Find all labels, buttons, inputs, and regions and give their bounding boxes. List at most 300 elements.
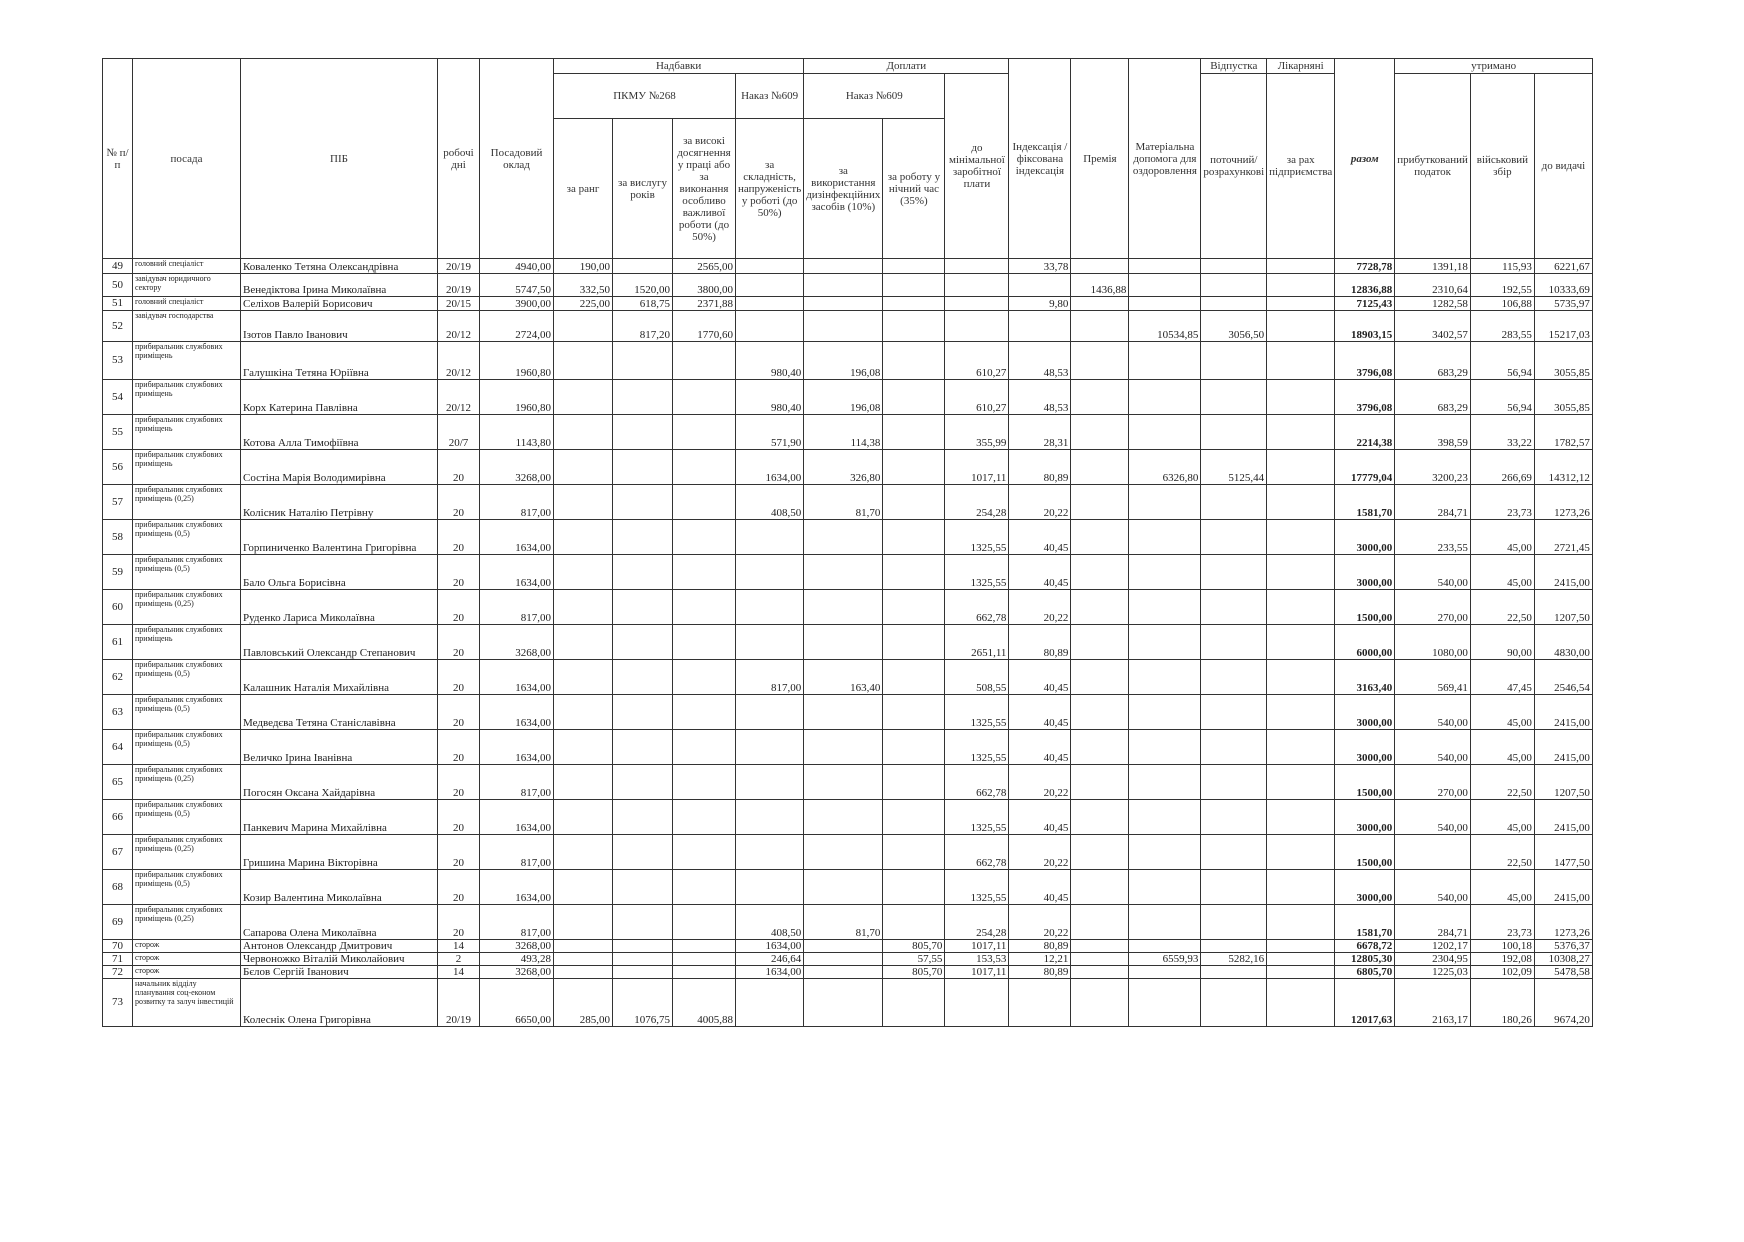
row-night (883, 450, 945, 485)
row-minwage: 254,28 (945, 485, 1009, 520)
row-name: Венедіктова Ірина Миколаївна (241, 274, 438, 297)
row-achievements: 3800,00 (673, 274, 736, 297)
row-bonus (1071, 590, 1129, 625)
row-achievements (673, 590, 736, 625)
row-military: 33,22 (1470, 415, 1534, 450)
row-disinfectant (804, 835, 883, 870)
row-income-tax: 683,29 (1395, 380, 1471, 415)
row-disinfectant (804, 259, 883, 274)
row-number: 65 (103, 765, 133, 800)
row-aid: 6559,93 (1129, 953, 1201, 966)
row-minwage: 1017,11 (945, 940, 1009, 953)
row-bonus (1071, 450, 1129, 485)
row-military: 45,00 (1470, 870, 1534, 905)
row-salary: 1634,00 (480, 730, 554, 765)
row-rank (554, 730, 613, 765)
row-service (613, 905, 673, 940)
hdr-income-tax: прибуткований податок (1395, 74, 1471, 259)
row-name: Котова Алла Тимофіївна (241, 415, 438, 450)
row-salary: 3268,00 (480, 966, 554, 979)
row-service (613, 520, 673, 555)
row-number: 68 (103, 870, 133, 905)
row-salary: 5747,50 (480, 274, 554, 297)
row-payout: 1273,26 (1534, 905, 1592, 940)
row-days: 20 (438, 730, 480, 765)
row-night (883, 765, 945, 800)
row-rank: 285,00 (554, 979, 613, 1027)
row-position: завідувач юридичного сектору (133, 274, 241, 297)
row-name: Селіхов Валерій Борисович (241, 297, 438, 311)
hdr-achievements: за високі досягнення у праці або за виконання особливо важливої роботи (до 50%) (673, 119, 736, 259)
row-complexity: 1634,00 (736, 940, 804, 953)
row-vacation (1201, 485, 1267, 520)
row-night (883, 870, 945, 905)
row-name: Панкевич Марина Михайлівна (241, 800, 438, 835)
row-total: 1500,00 (1335, 590, 1395, 625)
table-row (103, 555, 1593, 590)
row-rank (554, 835, 613, 870)
row-service (613, 730, 673, 765)
row-indexation (1009, 311, 1071, 342)
row-payout: 1273,26 (1534, 485, 1592, 520)
row-salary: 3268,00 (480, 625, 554, 660)
row-achievements (673, 695, 736, 730)
row-total: 6678,72 (1335, 940, 1395, 953)
row-achievements: 2565,00 (673, 259, 736, 274)
row-complexity: 1634,00 (736, 966, 804, 979)
row-service (613, 450, 673, 485)
row-payout: 2721,45 (1534, 520, 1592, 555)
row-indexation: 28,31 (1009, 415, 1071, 450)
row-sick (1267, 730, 1335, 765)
row-complexity (736, 730, 804, 765)
row-total: 3163,40 (1335, 660, 1395, 695)
row-rank: 332,50 (554, 274, 613, 297)
row-bonus (1071, 979, 1129, 1027)
row-military: 266,69 (1470, 450, 1534, 485)
row-indexation: 33,78 (1009, 259, 1071, 274)
row-sick (1267, 870, 1335, 905)
row-indexation: 20,22 (1009, 590, 1071, 625)
row-sick (1267, 520, 1335, 555)
row-disinfectant (804, 625, 883, 660)
row-total: 6805,70 (1335, 966, 1395, 979)
row-number: 70 (103, 940, 133, 953)
row-rank (554, 555, 613, 590)
row-complexity: 408,50 (736, 905, 804, 940)
row-achievements (673, 660, 736, 695)
row-rank (554, 953, 613, 966)
row-indexation: 20,22 (1009, 835, 1071, 870)
row-days: 20/19 (438, 274, 480, 297)
row-night (883, 342, 945, 380)
row-complexity: 408,50 (736, 485, 804, 520)
row-minwage (945, 979, 1009, 1027)
row-position: прибиральник службових приміщень (133, 415, 241, 450)
row-night (883, 835, 945, 870)
row-salary: 1960,80 (480, 342, 554, 380)
row-total: 3000,00 (1335, 695, 1395, 730)
row-income-tax: 540,00 (1395, 555, 1471, 590)
row-salary: 1634,00 (480, 800, 554, 835)
row-number: 58 (103, 520, 133, 555)
row-payout: 2415,00 (1534, 870, 1592, 905)
row-rank: 190,00 (554, 259, 613, 274)
row-military: 56,94 (1470, 342, 1534, 380)
row-payout: 2415,00 (1534, 555, 1592, 590)
row-position: прибиральник службових приміщень (0,25) (133, 590, 241, 625)
row-minwage: 610,27 (945, 380, 1009, 415)
row-indexation: 80,89 (1009, 625, 1071, 660)
row-achievements (673, 905, 736, 940)
row-night (883, 555, 945, 590)
row-total: 17779,04 (1335, 450, 1395, 485)
row-complexity (736, 765, 804, 800)
row-vacation (1201, 625, 1267, 660)
row-total: 1500,00 (1335, 835, 1395, 870)
row-night (883, 380, 945, 415)
row-days: 20 (438, 695, 480, 730)
row-days: 20 (438, 485, 480, 520)
row-rank (554, 940, 613, 953)
row-rank (554, 450, 613, 485)
row-total: 12836,88 (1335, 274, 1395, 297)
row-indexation (1009, 274, 1071, 297)
row-military: 115,93 (1470, 259, 1534, 274)
row-night (883, 625, 945, 660)
row-total: 7728,78 (1335, 259, 1395, 274)
row-total: 1581,70 (1335, 905, 1395, 940)
row-night (883, 905, 945, 940)
row-night: 805,70 (883, 940, 945, 953)
hdr-withheld: утримано (1395, 59, 1593, 74)
hdr-salary: Посадовий оклад (480, 59, 554, 259)
hdr-disinfectant: за використання дизінфекційних засобів (10%) (804, 119, 883, 259)
row-military: 56,94 (1470, 380, 1534, 415)
row-achievements (673, 940, 736, 953)
row-disinfectant: 196,08 (804, 342, 883, 380)
row-name: Антонов Олександр Дмитрович (241, 940, 438, 953)
row-bonus (1071, 259, 1129, 274)
row-rank (554, 380, 613, 415)
table-row (103, 274, 1593, 297)
row-total: 1500,00 (1335, 765, 1395, 800)
row-rank (554, 625, 613, 660)
row-total: 12017,63 (1335, 979, 1395, 1027)
row-rank (554, 800, 613, 835)
table-row (103, 311, 1593, 342)
row-days: 14 (438, 966, 480, 979)
row-total: 3000,00 (1335, 520, 1395, 555)
row-sick (1267, 450, 1335, 485)
hdr-aid: Матеріальна допомога для оздоровлення (1129, 59, 1201, 259)
row-vacation (1201, 660, 1267, 695)
row-sick (1267, 695, 1335, 730)
row-number: 73 (103, 979, 133, 1027)
row-bonus (1071, 800, 1129, 835)
row-disinfectant: 81,70 (804, 905, 883, 940)
payroll-sheet (102, 58, 1593, 1027)
row-salary: 1634,00 (480, 695, 554, 730)
table-row (103, 835, 1593, 870)
row-position: прибиральник службових приміщень (0,25) (133, 485, 241, 520)
row-vacation: 5125,44 (1201, 450, 1267, 485)
row-aid (1129, 660, 1201, 695)
row-number: 63 (103, 695, 133, 730)
row-bonus: 1436,88 (1071, 274, 1129, 297)
row-sick (1267, 940, 1335, 953)
row-days: 20/12 (438, 380, 480, 415)
row-vacation (1201, 979, 1267, 1027)
row-minwage: 1325,55 (945, 800, 1009, 835)
row-military: 22,50 (1470, 590, 1534, 625)
row-disinfectant (804, 730, 883, 765)
row-minwage: 1325,55 (945, 870, 1009, 905)
row-vacation (1201, 555, 1267, 590)
row-disinfectant (804, 695, 883, 730)
hdr-vacation: Відпустка (1201, 59, 1267, 74)
row-aid (1129, 415, 1201, 450)
row-rank: 225,00 (554, 297, 613, 311)
row-indexation: 80,89 (1009, 450, 1071, 485)
row-payout: 3055,85 (1534, 342, 1592, 380)
row-sick (1267, 979, 1335, 1027)
row-aid (1129, 835, 1201, 870)
row-rank (554, 485, 613, 520)
row-aid (1129, 380, 1201, 415)
row-income-tax: 2310,64 (1395, 274, 1471, 297)
row-military: 23,73 (1470, 485, 1534, 520)
row-achievements (673, 625, 736, 660)
row-night (883, 415, 945, 450)
row-sick (1267, 966, 1335, 979)
row-sick (1267, 311, 1335, 342)
row-salary: 1143,80 (480, 415, 554, 450)
row-position: прибиральник службових приміщень (0,5) (133, 660, 241, 695)
row-rank (554, 905, 613, 940)
row-service (613, 966, 673, 979)
row-vacation (1201, 870, 1267, 905)
table-row (103, 660, 1593, 695)
row-payout: 2415,00 (1534, 800, 1592, 835)
row-income-tax: 569,41 (1395, 660, 1471, 695)
row-name: Горпиниченко Валентина Григорівна (241, 520, 438, 555)
row-salary: 817,00 (480, 905, 554, 940)
row-achievements (673, 730, 736, 765)
hdr-days: робочі дні (438, 59, 480, 259)
hdr-complexity: за складність, напруженість у роботі (до 50%) (736, 119, 804, 259)
row-position: начальник відділу планування соц-економ розвитку та залуч інвестицій (133, 979, 241, 1027)
table-row (103, 800, 1593, 835)
row-vacation (1201, 415, 1267, 450)
row-name: Ізотов Павло Іванович (241, 311, 438, 342)
row-total: 18903,15 (1335, 311, 1395, 342)
row-achievements (673, 953, 736, 966)
row-military: 22,50 (1470, 835, 1534, 870)
row-position: прибиральник службових приміщень (0,25) (133, 905, 241, 940)
row-complexity (736, 979, 804, 1027)
row-military: 45,00 (1470, 520, 1534, 555)
row-minwage: 1325,55 (945, 695, 1009, 730)
row-service (613, 940, 673, 953)
row-minwage: 662,78 (945, 835, 1009, 870)
row-number: 61 (103, 625, 133, 660)
row-aid (1129, 342, 1201, 380)
row-achievements (673, 800, 736, 835)
table-row (103, 259, 1593, 274)
hdr-current: поточний/ розрахункові (1201, 74, 1267, 259)
row-night (883, 660, 945, 695)
table-row (103, 625, 1593, 660)
row-aid (1129, 274, 1201, 297)
row-complexity: 1634,00 (736, 450, 804, 485)
row-aid (1129, 905, 1201, 940)
row-income-tax: 284,71 (1395, 485, 1471, 520)
row-days: 20/19 (438, 259, 480, 274)
row-payout: 4830,00 (1534, 625, 1592, 660)
row-position: прибиральник службових приміщень (133, 342, 241, 380)
row-number: 55 (103, 415, 133, 450)
row-income-tax: 540,00 (1395, 800, 1471, 835)
row-complexity (736, 800, 804, 835)
row-days: 20 (438, 625, 480, 660)
row-aid: 10534,85 (1129, 311, 1201, 342)
hdr-posada: посада (133, 59, 241, 259)
row-indexation: 48,53 (1009, 342, 1071, 380)
row-aid (1129, 765, 1201, 800)
row-total: 3796,08 (1335, 342, 1395, 380)
row-aid (1129, 940, 1201, 953)
hdr-bonus: Премія (1071, 59, 1129, 259)
row-aid (1129, 297, 1201, 311)
row-total: 12805,30 (1335, 953, 1395, 966)
row-number: 54 (103, 380, 133, 415)
row-indexation: 40,45 (1009, 800, 1071, 835)
row-name: Галушкіна Тетяна Юріївна (241, 342, 438, 380)
row-sick (1267, 835, 1335, 870)
row-salary: 817,00 (480, 590, 554, 625)
row-vacation (1201, 695, 1267, 730)
hdr-night: за роботу у нічний час (35%) (883, 119, 945, 259)
row-indexation: 40,45 (1009, 870, 1071, 905)
row-night (883, 274, 945, 297)
table-row (103, 415, 1593, 450)
row-income-tax: 2163,17 (1395, 979, 1471, 1027)
row-number: 57 (103, 485, 133, 520)
row-night (883, 979, 945, 1027)
row-sick (1267, 905, 1335, 940)
row-days: 20/12 (438, 342, 480, 380)
row-days: 20 (438, 835, 480, 870)
row-minwage (945, 311, 1009, 342)
hdr-indexation: Індексація / фіксована індексація (1009, 59, 1071, 259)
row-vacation (1201, 274, 1267, 297)
row-sick (1267, 660, 1335, 695)
row-salary: 1634,00 (480, 660, 554, 695)
row-service (613, 342, 673, 380)
row-income-tax: 1282,58 (1395, 297, 1471, 311)
table-header (103, 59, 1593, 259)
row-name: Величко Ірина Іванівна (241, 730, 438, 765)
row-service (613, 660, 673, 695)
row-bonus (1071, 311, 1129, 342)
row-sick (1267, 800, 1335, 835)
row-sick (1267, 274, 1335, 297)
row-vacation (1201, 940, 1267, 953)
row-number: 49 (103, 259, 133, 274)
row-payout: 1477,50 (1534, 835, 1592, 870)
row-complexity (736, 274, 804, 297)
row-service (613, 555, 673, 590)
row-aid (1129, 590, 1201, 625)
row-achievements (673, 555, 736, 590)
row-total: 6000,00 (1335, 625, 1395, 660)
row-income-tax: 284,71 (1395, 905, 1471, 940)
row-income-tax: 1080,00 (1395, 625, 1471, 660)
row-aid (1129, 979, 1201, 1027)
row-minwage: 610,27 (945, 342, 1009, 380)
row-income-tax: 3200,23 (1395, 450, 1471, 485)
row-number: 67 (103, 835, 133, 870)
row-night (883, 259, 945, 274)
hdr-enterprise: за рах підприємства (1267, 74, 1335, 259)
row-total: 7125,43 (1335, 297, 1395, 311)
row-rank (554, 520, 613, 555)
row-military: 47,45 (1470, 660, 1534, 695)
row-name: Руденко Лариса Миколаївна (241, 590, 438, 625)
row-salary: 3268,00 (480, 450, 554, 485)
row-service: 1076,75 (613, 979, 673, 1027)
row-payout: 1207,50 (1534, 765, 1592, 800)
row-income-tax: 233,55 (1395, 520, 1471, 555)
row-payout: 3055,85 (1534, 380, 1592, 415)
row-number: 51 (103, 297, 133, 311)
row-indexation: 20,22 (1009, 905, 1071, 940)
row-vacation (1201, 297, 1267, 311)
row-bonus (1071, 555, 1129, 590)
row-military: 100,18 (1470, 940, 1534, 953)
row-indexation: 40,45 (1009, 520, 1071, 555)
row-payout: 15217,03 (1534, 311, 1592, 342)
hdr-military: військовий збір (1470, 74, 1534, 259)
row-disinfectant (804, 297, 883, 311)
row-minwage: 1325,55 (945, 520, 1009, 555)
row-indexation: 40,45 (1009, 695, 1071, 730)
row-indexation: 9,80 (1009, 297, 1071, 311)
row-indexation (1009, 979, 1071, 1027)
row-indexation: 80,89 (1009, 940, 1071, 953)
row-service (613, 835, 673, 870)
row-salary: 817,00 (480, 835, 554, 870)
row-days: 2 (438, 953, 480, 966)
row-indexation: 40,45 (1009, 660, 1071, 695)
row-military: 45,00 (1470, 555, 1534, 590)
row-vacation (1201, 380, 1267, 415)
row-indexation: 48,53 (1009, 380, 1071, 415)
row-position: прибиральник службових приміщень (0,25) (133, 765, 241, 800)
row-salary: 3268,00 (480, 940, 554, 953)
row-night (883, 590, 945, 625)
row-disinfectant: 326,80 (804, 450, 883, 485)
row-total: 3000,00 (1335, 870, 1395, 905)
row-payout: 5376,37 (1534, 940, 1592, 953)
row-sick (1267, 259, 1335, 274)
row-night (883, 297, 945, 311)
row-complexity (736, 311, 804, 342)
row-rank (554, 415, 613, 450)
row-service (613, 765, 673, 800)
hdr-nakaz609-b: Наказ №609 (804, 74, 945, 119)
